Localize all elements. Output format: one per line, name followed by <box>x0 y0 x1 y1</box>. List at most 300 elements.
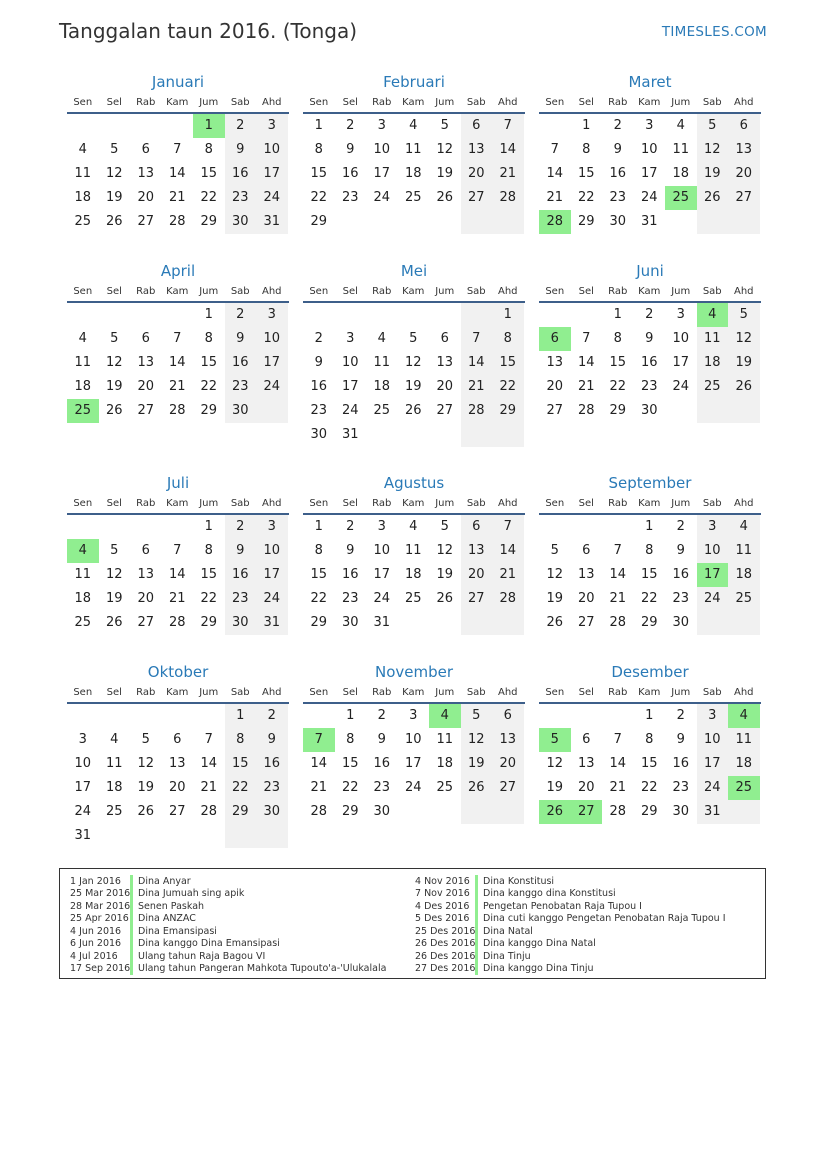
day-cell[interactable]: 3 <box>78 732 87 747</box>
day-cell[interactable]: 10 <box>373 142 391 157</box>
day-cell[interactable]: 26 <box>404 403 422 418</box>
day-cell[interactable]: 3 <box>346 331 355 346</box>
day-cell[interactable]: 30 <box>256 800 288 824</box>
day-cell[interactable]: 29 <box>200 615 218 630</box>
day-cell[interactable]: 1 <box>582 118 591 133</box>
day-cell[interactable]: 2 <box>225 515 257 539</box>
day-cell[interactable]: 1 <box>314 118 323 133</box>
day-cell[interactable]: 10 <box>256 539 288 563</box>
day-cell[interactable]: 31 <box>74 828 92 843</box>
day-cell[interactable]: 20 <box>577 780 595 795</box>
day-cell[interactable]: 21 <box>609 591 627 606</box>
day-cell[interactable]: 16 <box>225 563 257 587</box>
day-cell[interactable]: 8 <box>492 327 524 351</box>
day-cell[interactable]: 15 <box>200 166 218 181</box>
day-cell[interactable]: 7 <box>492 515 524 539</box>
day-cell[interactable]: 3 <box>256 114 288 138</box>
day-cell[interactable]: 3 <box>377 519 386 534</box>
day-cell[interactable]: 29 <box>577 214 595 229</box>
day-cell[interactable]: 5 <box>461 704 493 728</box>
day-cell[interactable]: 9 <box>613 142 622 157</box>
day-cell[interactable]: 12 <box>461 728 493 752</box>
day-cell[interactable]: 24 <box>373 190 391 205</box>
day-cell[interactable]: 28 <box>168 615 186 630</box>
day-cell[interactable]: 12 <box>404 355 422 370</box>
day-cell[interactable]: 3 <box>697 515 729 539</box>
day-cell[interactable]: 8 <box>582 142 591 157</box>
day-cell[interactable]: 24 <box>697 776 729 800</box>
day-cell[interactable]: 8 <box>645 543 654 558</box>
day-cell[interactable]: 6 <box>141 142 150 157</box>
day-cell[interactable]: 5 <box>550 543 559 558</box>
day-cell[interactable]: 23 <box>373 780 391 795</box>
day-cell[interactable]: 7 <box>613 543 622 558</box>
day-cell[interactable]: 5 <box>110 543 119 558</box>
holiday-day-cell[interactable]: 6 <box>539 327 571 351</box>
day-cell[interactable]: 20 <box>577 591 595 606</box>
day-cell[interactable]: 26 <box>436 190 454 205</box>
day-cell[interactable]: 28 <box>168 403 186 418</box>
day-cell[interactable]: 8 <box>204 142 213 157</box>
day-cell[interactable]: 13 <box>577 756 595 771</box>
day-cell[interactable]: 12 <box>105 166 123 181</box>
day-cell[interactable]: 2 <box>225 303 257 327</box>
day-cell[interactable]: 28 <box>609 804 627 819</box>
day-cell[interactable]: 24 <box>697 587 729 611</box>
day-cell[interactable]: 8 <box>346 732 355 747</box>
day-cell[interactable]: 2 <box>314 331 323 346</box>
day-cell[interactable]: 15 <box>310 567 328 582</box>
day-cell[interactable]: 29 <box>225 800 257 824</box>
day-cell[interactable]: 18 <box>373 379 391 394</box>
day-cell[interactable]: 27 <box>461 587 493 611</box>
day-cell[interactable]: 31 <box>640 214 658 229</box>
day-cell[interactable]: 15 <box>310 166 328 181</box>
day-cell[interactable]: 13 <box>728 138 760 162</box>
day-cell[interactable]: 15 <box>341 756 359 771</box>
day-cell[interactable]: 11 <box>404 142 422 157</box>
day-cell[interactable]: 19 <box>436 166 454 181</box>
day-cell[interactable]: 18 <box>404 567 422 582</box>
day-cell[interactable]: 26 <box>105 615 123 630</box>
day-cell[interactable]: 4 <box>78 331 87 346</box>
day-cell[interactable]: 21 <box>609 780 627 795</box>
day-cell[interactable]: 8 <box>204 543 213 558</box>
day-cell[interactable]: 23 <box>341 591 359 606</box>
holiday-day-cell[interactable]: 4 <box>728 704 760 728</box>
day-cell[interactable]: 10 <box>373 543 391 558</box>
holiday-day-cell[interactable]: 4 <box>429 704 461 728</box>
day-cell[interactable]: 14 <box>168 355 186 370</box>
day-cell[interactable]: 17 <box>256 563 288 587</box>
day-cell[interactable]: 20 <box>461 162 493 186</box>
day-cell[interactable]: 21 <box>168 591 186 606</box>
day-cell[interactable]: 7 <box>492 114 524 138</box>
day-cell[interactable]: 7 <box>550 142 559 157</box>
day-cell[interactable]: 22 <box>200 190 218 205</box>
day-cell[interactable]: 14 <box>546 166 564 181</box>
day-cell[interactable]: 13 <box>546 355 564 370</box>
day-cell[interactable]: 2 <box>676 708 685 723</box>
day-cell[interactable]: 28 <box>461 399 493 423</box>
day-cell[interactable]: 3 <box>377 118 386 133</box>
day-cell[interactable]: 2 <box>346 118 355 133</box>
day-cell[interactable]: 19 <box>105 591 123 606</box>
day-cell[interactable]: 13 <box>137 355 155 370</box>
day-cell[interactable]: 17 <box>697 752 729 776</box>
day-cell[interactable]: 14 <box>168 166 186 181</box>
day-cell[interactable]: 22 <box>200 379 218 394</box>
day-cell[interactable]: 2 <box>346 519 355 534</box>
day-cell[interactable]: 6 <box>141 331 150 346</box>
day-cell[interactable]: 30 <box>672 615 690 630</box>
day-cell[interactable]: 30 <box>341 615 359 630</box>
day-cell[interactable]: 11 <box>105 756 123 771</box>
day-cell[interactable]: 31 <box>697 800 729 824</box>
holiday-day-cell[interactable]: 25 <box>665 186 697 210</box>
day-cell[interactable]: 17 <box>256 162 288 186</box>
day-cell[interactable]: 5 <box>110 142 119 157</box>
day-cell[interactable]: 18 <box>697 351 729 375</box>
day-cell[interactable]: 1 <box>314 519 323 534</box>
day-cell[interactable]: 9 <box>225 138 257 162</box>
day-cell[interactable]: 25 <box>697 375 729 399</box>
day-cell[interactable]: 15 <box>577 166 595 181</box>
day-cell[interactable]: 16 <box>256 752 288 776</box>
day-cell[interactable]: 26 <box>697 186 729 210</box>
day-cell[interactable]: 8 <box>314 142 323 157</box>
day-cell[interactable]: 6 <box>492 704 524 728</box>
day-cell[interactable]: 10 <box>640 142 658 157</box>
brand-link[interactable]: TIMESLES.COM <box>661 24 767 40</box>
day-cell[interactable]: 22 <box>310 591 328 606</box>
day-cell[interactable]: 16 <box>225 351 257 375</box>
day-cell[interactable]: 8 <box>225 728 257 752</box>
day-cell[interactable]: 21 <box>168 379 186 394</box>
day-cell[interactable]: 26 <box>105 214 123 229</box>
day-cell[interactable]: 23 <box>609 190 627 205</box>
day-cell[interactable]: 27 <box>137 214 155 229</box>
day-cell[interactable]: 14 <box>310 756 328 771</box>
day-cell[interactable]: 11 <box>74 567 92 582</box>
day-cell[interactable]: 4 <box>377 331 386 346</box>
day-cell[interactable]: 21 <box>546 190 564 205</box>
day-cell[interactable]: 20 <box>137 190 155 205</box>
day-cell[interactable]: 21 <box>577 379 595 394</box>
day-cell[interactable]: 27 <box>546 403 564 418</box>
day-cell[interactable]: 10 <box>341 355 359 370</box>
day-cell[interactable]: 22 <box>341 780 359 795</box>
day-cell[interactable]: 24 <box>256 375 288 399</box>
day-cell[interactable]: 18 <box>74 379 92 394</box>
day-cell[interactable]: 16 <box>225 162 257 186</box>
day-cell[interactable]: 18 <box>404 166 422 181</box>
day-cell[interactable]: 12 <box>697 138 729 162</box>
day-cell[interactable]: 25 <box>74 214 92 229</box>
day-cell[interactable]: 29 <box>640 804 658 819</box>
day-cell[interactable]: 30 <box>640 403 658 418</box>
day-cell[interactable]: 24 <box>672 379 690 394</box>
day-cell[interactable]: 26 <box>546 615 564 630</box>
day-cell[interactable]: 1 <box>492 303 524 327</box>
day-cell[interactable]: 12 <box>105 567 123 582</box>
day-cell[interactable]: 7 <box>204 732 213 747</box>
day-cell[interactable]: 12 <box>105 355 123 370</box>
day-cell[interactable]: 9 <box>225 327 257 351</box>
day-cell[interactable]: 1 <box>225 704 257 728</box>
holiday-day-cell[interactable]: 7 <box>303 728 335 752</box>
day-cell[interactable]: 21 <box>492 162 524 186</box>
day-cell[interactable]: 10 <box>256 327 288 351</box>
day-cell[interactable]: 24 <box>74 804 92 819</box>
day-cell[interactable]: 1 <box>645 708 654 723</box>
day-cell[interactable]: 22 <box>200 591 218 606</box>
day-cell[interactable]: 18 <box>672 166 690 181</box>
day-cell[interactable]: 21 <box>200 780 218 795</box>
day-cell[interactable]: 28 <box>200 804 218 819</box>
day-cell[interactable]: 5 <box>440 118 449 133</box>
holiday-day-cell[interactable]: 27 <box>571 800 603 824</box>
day-cell[interactable]: 17 <box>373 567 391 582</box>
day-cell[interactable]: 4 <box>409 118 418 133</box>
day-cell[interactable]: 25 <box>373 403 391 418</box>
day-cell[interactable]: 11 <box>697 327 729 351</box>
day-cell[interactable]: 18 <box>74 190 92 205</box>
day-cell[interactable]: 25 <box>728 587 760 611</box>
day-cell[interactable]: 23 <box>225 186 257 210</box>
day-cell[interactable]: 29 <box>341 804 359 819</box>
day-cell[interactable]: 1 <box>204 519 213 534</box>
day-cell[interactable]: 26 <box>728 375 760 399</box>
day-cell[interactable]: 19 <box>137 780 155 795</box>
day-cell[interactable]: 10 <box>404 732 422 747</box>
day-cell[interactable]: 16 <box>310 379 328 394</box>
day-cell[interactable]: 20 <box>137 379 155 394</box>
day-cell[interactable]: 6 <box>582 732 591 747</box>
day-cell[interactable]: 24 <box>256 186 288 210</box>
day-cell[interactable]: 17 <box>74 780 92 795</box>
day-cell[interactable]: 2 <box>377 708 386 723</box>
day-cell[interactable]: 10 <box>672 331 690 346</box>
day-cell[interactable]: 19 <box>436 567 454 582</box>
day-cell[interactable]: 8 <box>204 331 213 346</box>
holiday-day-cell[interactable]: 17 <box>697 563 729 587</box>
day-cell[interactable]: 9 <box>346 142 355 157</box>
day-cell[interactable]: 10 <box>697 539 729 563</box>
day-cell[interactable]: 29 <box>200 403 218 418</box>
day-cell[interactable]: 16 <box>341 567 359 582</box>
day-cell[interactable]: 23 <box>225 587 257 611</box>
holiday-day-cell[interactable]: 4 <box>67 539 99 563</box>
day-cell[interactable]: 18 <box>74 591 92 606</box>
day-cell[interactable]: 6 <box>461 114 493 138</box>
day-cell[interactable]: 22 <box>640 780 658 795</box>
day-cell[interactable]: 25 <box>74 615 92 630</box>
day-cell[interactable]: 30 <box>672 804 690 819</box>
day-cell[interactable]: 19 <box>105 190 123 205</box>
day-cell[interactable]: 6 <box>173 732 182 747</box>
day-cell[interactable]: 2 <box>645 307 654 322</box>
day-cell[interactable]: 20 <box>137 591 155 606</box>
day-cell[interactable]: 3 <box>697 704 729 728</box>
day-cell[interactable]: 3 <box>256 515 288 539</box>
holiday-day-cell[interactable]: 4 <box>697 303 729 327</box>
day-cell[interactable]: 14 <box>168 567 186 582</box>
day-cell[interactable]: 27 <box>436 403 454 418</box>
day-cell[interactable]: 6 <box>582 543 591 558</box>
day-cell[interactable]: 7 <box>461 327 493 351</box>
holiday-day-cell[interactable]: 25 <box>728 776 760 800</box>
day-cell[interactable]: 26 <box>105 403 123 418</box>
holiday-day-cell[interactable]: 26 <box>539 800 571 824</box>
day-cell[interactable]: 6 <box>440 331 449 346</box>
day-cell[interactable]: 22 <box>310 190 328 205</box>
day-cell[interactable]: 11 <box>672 142 690 157</box>
day-cell[interactable]: 20 <box>461 563 493 587</box>
day-cell[interactable]: 14 <box>577 355 595 370</box>
day-cell[interactable]: 15 <box>200 355 218 370</box>
day-cell[interactable]: 22 <box>577 190 595 205</box>
day-cell[interactable]: 15 <box>200 567 218 582</box>
day-cell[interactable]: 27 <box>728 186 760 210</box>
day-cell[interactable]: 28 <box>492 186 524 210</box>
day-cell[interactable]: 23 <box>640 379 658 394</box>
day-cell[interactable]: 5 <box>141 732 150 747</box>
day-cell[interactable]: 21 <box>461 375 493 399</box>
day-cell[interactable]: 3 <box>645 118 654 133</box>
day-cell[interactable]: 15 <box>225 752 257 776</box>
day-cell[interactable]: 12 <box>728 327 760 351</box>
day-cell[interactable]: 29 <box>609 403 627 418</box>
day-cell[interactable]: 22 <box>640 591 658 606</box>
day-cell[interactable]: 5 <box>110 331 119 346</box>
day-cell[interactable]: 11 <box>404 543 422 558</box>
day-cell[interactable]: 31 <box>256 611 288 635</box>
day-cell[interactable]: 7 <box>173 331 182 346</box>
day-cell[interactable]: 5 <box>409 331 418 346</box>
day-cell[interactable]: 18 <box>728 752 760 776</box>
day-cell[interactable]: 9 <box>225 539 257 563</box>
day-cell[interactable]: 25 <box>404 190 422 205</box>
day-cell[interactable]: 20 <box>728 162 760 186</box>
day-cell[interactable]: 16 <box>672 756 690 771</box>
day-cell[interactable]: 13 <box>461 539 493 563</box>
day-cell[interactable]: 18 <box>436 756 454 771</box>
day-cell[interactable]: 14 <box>609 567 627 582</box>
holiday-day-cell[interactable]: 28 <box>539 210 571 234</box>
day-cell[interactable]: 17 <box>640 166 658 181</box>
day-cell[interactable]: 27 <box>461 186 493 210</box>
day-cell[interactable]: 6 <box>728 114 760 138</box>
day-cell[interactable]: 29 <box>310 615 328 630</box>
day-cell[interactable]: 30 <box>225 399 257 423</box>
day-cell[interactable]: 5 <box>440 519 449 534</box>
day-cell[interactable]: 16 <box>341 166 359 181</box>
day-cell[interactable]: 12 <box>436 142 454 157</box>
holiday-day-cell[interactable]: 5 <box>539 728 571 752</box>
day-cell[interactable]: 9 <box>346 543 355 558</box>
day-cell[interactable]: 30 <box>609 214 627 229</box>
day-cell[interactable]: 17 <box>672 355 690 370</box>
day-cell[interactable]: 11 <box>728 728 760 752</box>
day-cell[interactable]: 23 <box>672 591 690 606</box>
day-cell[interactable]: 19 <box>461 752 493 776</box>
day-cell[interactable]: 19 <box>697 162 729 186</box>
day-cell[interactable]: 21 <box>310 780 328 795</box>
day-cell[interactable]: 27 <box>137 615 155 630</box>
day-cell[interactable]: 18 <box>105 780 123 795</box>
day-cell[interactable]: 28 <box>609 615 627 630</box>
day-cell[interactable]: 26 <box>137 804 155 819</box>
day-cell[interactable]: 17 <box>256 351 288 375</box>
day-cell[interactable]: 2 <box>256 704 288 728</box>
day-cell[interactable]: 22 <box>492 375 524 399</box>
holiday-day-cell[interactable]: 25 <box>67 399 99 423</box>
day-cell[interactable]: 16 <box>609 166 627 181</box>
day-cell[interactable]: 7 <box>582 331 591 346</box>
day-cell[interactable]: 28 <box>168 214 186 229</box>
day-cell[interactable]: 7 <box>173 543 182 558</box>
day-cell[interactable]: 29 <box>640 615 658 630</box>
day-cell[interactable]: 20 <box>436 379 454 394</box>
day-cell[interactable]: 30 <box>225 210 257 234</box>
day-cell[interactable]: 20 <box>168 780 186 795</box>
day-cell[interactable]: 17 <box>373 166 391 181</box>
day-cell[interactable]: 3 <box>256 303 288 327</box>
day-cell[interactable]: 15 <box>492 351 524 375</box>
day-cell[interactable]: 29 <box>200 214 218 229</box>
day-cell[interactable]: 6 <box>461 515 493 539</box>
day-cell[interactable]: 24 <box>404 780 422 795</box>
day-cell[interactable]: 2 <box>613 118 622 133</box>
day-cell[interactable]: 19 <box>105 379 123 394</box>
day-cell[interactable]: 14 <box>492 138 524 162</box>
day-cell[interactable]: 25 <box>436 780 454 795</box>
day-cell[interactable]: 18 <box>728 563 760 587</box>
day-cell[interactable]: 21 <box>492 563 524 587</box>
day-cell[interactable]: 31 <box>341 427 359 442</box>
day-cell[interactable]: 14 <box>492 539 524 563</box>
day-cell[interactable]: 24 <box>640 190 658 205</box>
day-cell[interactable]: 4 <box>728 515 760 539</box>
day-cell[interactable]: 10 <box>256 138 288 162</box>
day-cell[interactable]: 9 <box>645 331 654 346</box>
day-cell[interactable]: 15 <box>609 355 627 370</box>
day-cell[interactable]: 23 <box>225 375 257 399</box>
day-cell[interactable]: 20 <box>492 752 524 776</box>
day-cell[interactable]: 11 <box>74 355 92 370</box>
day-cell[interactable]: 4 <box>676 118 685 133</box>
day-cell[interactable]: 3 <box>409 708 418 723</box>
day-cell[interactable]: 29 <box>310 214 328 229</box>
day-cell[interactable]: 9 <box>314 355 323 370</box>
day-cell[interactable]: 16 <box>640 355 658 370</box>
day-cell[interactable]: 7 <box>613 732 622 747</box>
day-cell[interactable]: 24 <box>373 591 391 606</box>
day-cell[interactable]: 9 <box>256 728 288 752</box>
day-cell[interactable]: 9 <box>676 543 685 558</box>
day-cell[interactable]: 24 <box>341 403 359 418</box>
day-cell[interactable]: 1 <box>613 307 622 322</box>
day-cell[interactable]: 16 <box>672 567 690 582</box>
day-cell[interactable]: 19 <box>404 379 422 394</box>
day-cell[interactable]: 19 <box>728 351 760 375</box>
day-cell[interactable]: 4 <box>78 142 87 157</box>
day-cell[interactable]: 27 <box>577 615 595 630</box>
day-cell[interactable]: 8 <box>613 331 622 346</box>
day-cell[interactable]: 2 <box>676 519 685 534</box>
holiday-day-cell[interactable]: 1 <box>193 114 225 138</box>
